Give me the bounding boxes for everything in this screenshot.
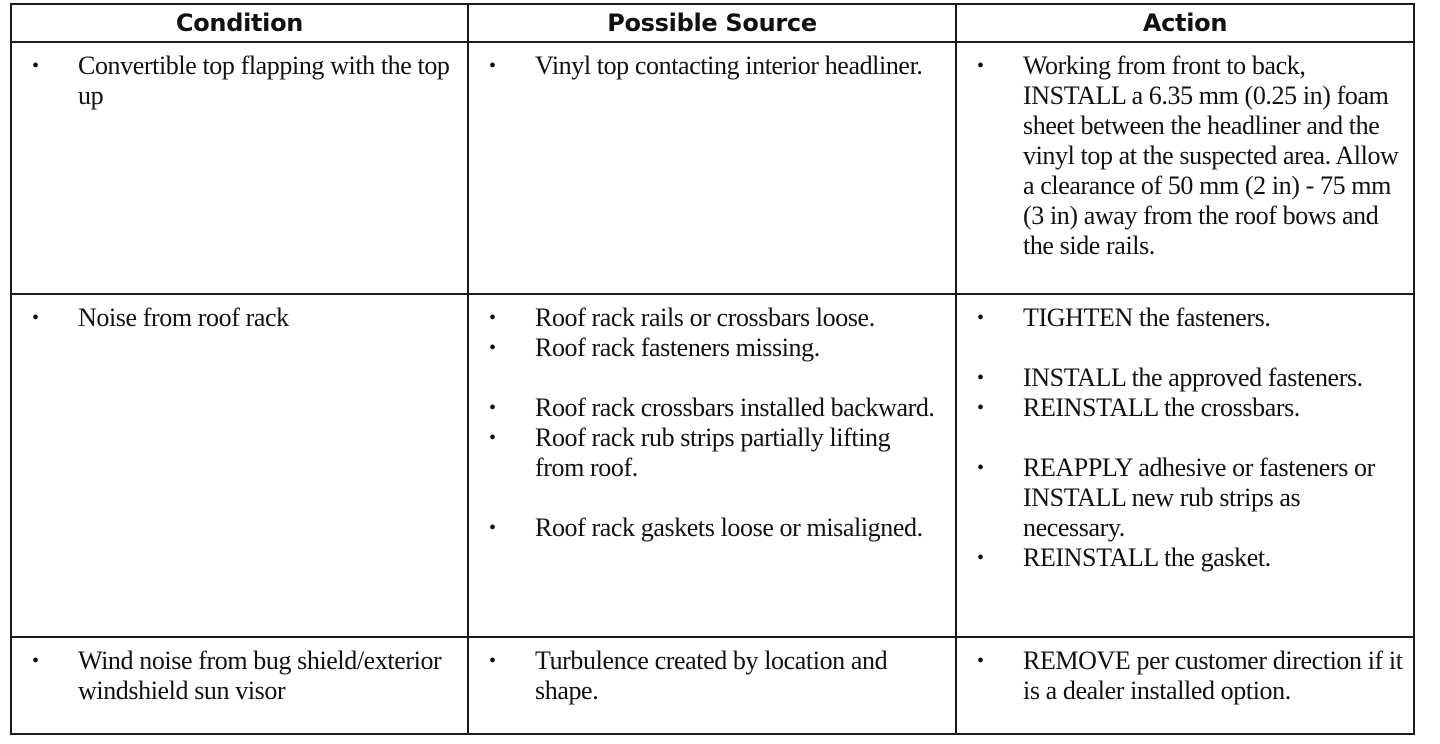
list-item — [481, 333, 945, 363]
bullet-icon: • — [977, 55, 984, 77]
source-cell — [468, 637, 956, 734]
bullet-icon: • — [32, 55, 39, 77]
condition-text: Noise from roof rack — [78, 303, 289, 333]
list-item — [969, 363, 1403, 393]
condition-text: Wind noise from bug shield/exterior windshield sun visor — [78, 646, 442, 706]
source-text: Roof rack gaskets loose or misaligned. — [535, 513, 923, 543]
list-item — [24, 303, 457, 333]
list-item — [481, 51, 945, 81]
source-text: Roof rack fasteners missing. — [535, 333, 820, 363]
source-text: Roof rack rails or crossbars loose. — [535, 303, 875, 333]
list-item — [969, 303, 1403, 333]
action-cell — [956, 42, 1414, 294]
source-cell — [468, 42, 956, 294]
table-row — [11, 294, 1414, 637]
list-item — [481, 423, 945, 483]
source-text: Roof rack crossbars installed backward. — [535, 393, 935, 423]
list-item — [969, 543, 1403, 573]
source-cell — [468, 294, 956, 637]
header-condition: Condition — [11, 4, 468, 42]
source-text: Vinyl top contacting interior headliner. — [535, 51, 923, 80]
action-text: TIGHTEN the fasteners. — [1023, 303, 1271, 333]
bullet-icon: • — [977, 397, 984, 420]
action-text: Working from front to back, INSTALL a 6.35 mm (0.25 in) foam sheet between the headliner and the vinyl top at the suspected area. Allow a clearance of 50 mm (2 in) - 75 mm (3 in) away from the roof bows and the side rails. — [1023, 51, 1399, 260]
list-item — [969, 51, 1403, 261]
diagnosis-table — [10, 3, 1415, 735]
bullet-icon: • — [489, 650, 496, 673]
list-item — [481, 646, 945, 706]
bullet-icon: • — [32, 307, 39, 330]
action-text: REINSTALL the crossbars. — [1023, 393, 1300, 423]
condition-cell — [11, 294, 468, 637]
list-item — [24, 646, 457, 706]
action-text: REINSTALL the gasket. — [1023, 543, 1271, 573]
bullet-icon: • — [977, 650, 984, 673]
condition-cell — [11, 637, 468, 734]
bullet-icon: • — [977, 367, 984, 390]
list-item — [481, 303, 945, 333]
table-row — [11, 42, 1414, 294]
header-action: Action — [956, 4, 1414, 42]
header-row — [11, 4, 1414, 42]
list-item — [481, 513, 945, 543]
action-text: REMOVE per customer direction if it is a dealer installed option. — [1023, 646, 1403, 706]
table-row — [11, 637, 1414, 734]
bullet-icon: • — [32, 650, 39, 673]
action-text: REAPPLY adhesive or fasteners or INSTALL new rub strips as necessary. — [1023, 453, 1375, 543]
bullet-icon: • — [977, 547, 984, 570]
bullet-icon: • — [977, 457, 984, 480]
action-cell — [956, 294, 1414, 637]
bullet-icon: • — [489, 397, 496, 420]
bullet-icon: • — [489, 517, 496, 540]
list-item — [481, 393, 945, 423]
action-cell — [956, 637, 1414, 734]
condition-cell — [11, 42, 468, 294]
source-text: Roof rack rub strips partially lifting from roof. — [535, 423, 891, 483]
bullet-icon: • — [489, 55, 496, 77]
condition-text: Convertible top flapping with the top up — [78, 51, 450, 110]
header-possible-source: Possible Source — [468, 4, 956, 42]
source-text: Turbulence created by location and shape. — [535, 646, 888, 706]
bullet-icon: • — [489, 307, 496, 330]
bullet-icon: • — [489, 427, 496, 450]
list-item — [24, 51, 457, 111]
list-item — [969, 393, 1403, 423]
bullet-icon: • — [977, 307, 984, 330]
list-item — [969, 453, 1403, 543]
list-item — [969, 646, 1403, 706]
bullet-icon: • — [489, 337, 496, 360]
action-text: INSTALL the approved fasteners. — [1023, 363, 1363, 393]
